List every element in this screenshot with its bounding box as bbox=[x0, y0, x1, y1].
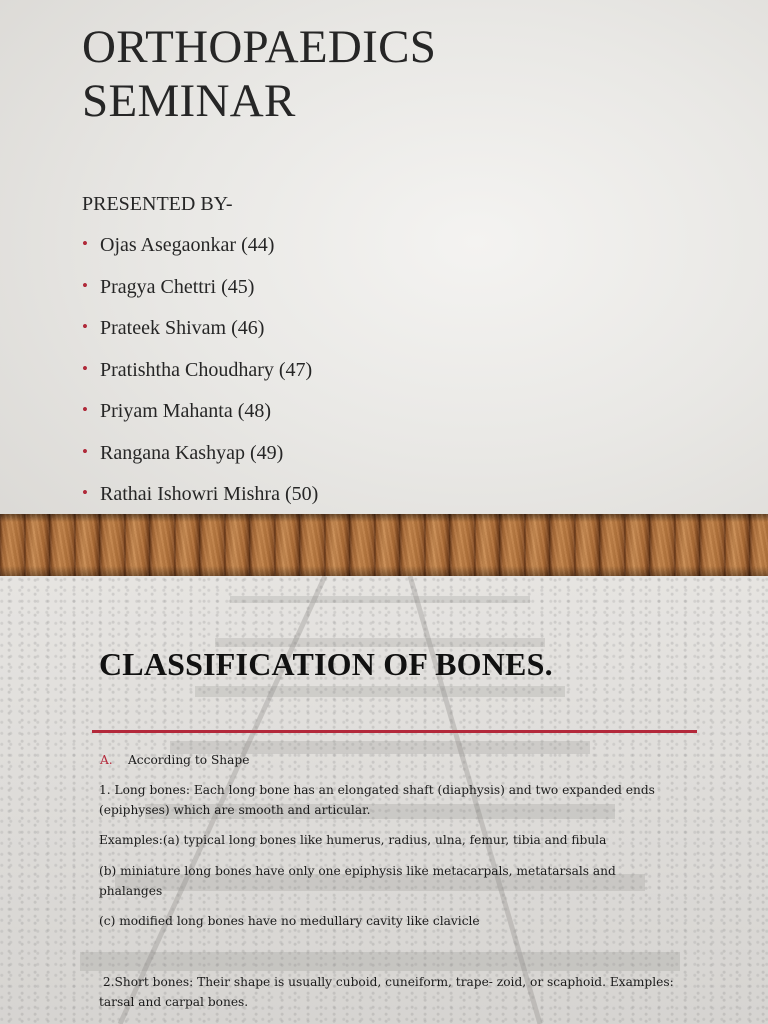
bullet-icon: • bbox=[82, 483, 88, 502]
classification-slide bbox=[0, 576, 768, 1024]
paragraph-short-bones: 2.Short bones: Their shape is usually cuboid, cuneiform, trape- zoid, or scaphoid. Examples: tarsal and carpal bones. bbox=[99, 975, 678, 1009]
paragraph-examples-c: (c) modified long bones have no medullary cavity like clavicle bbox=[99, 914, 480, 928]
title-line-1: ORTHOPAEDICS bbox=[82, 21, 437, 73]
bullet-icon: • bbox=[82, 275, 88, 295]
bullet-icon: • bbox=[82, 358, 88, 378]
presenter-item bbox=[82, 316, 318, 358]
title-line-2: SEMINAR bbox=[82, 75, 296, 127]
presenter-name: Prateek Shivam (46) bbox=[100, 317, 265, 339]
presenter-name: Pratishtha Choudhary (47) bbox=[100, 358, 313, 381]
slide-heading: CLASSIFICATION OF BONES. bbox=[99, 646, 553, 682]
presenter-item bbox=[82, 399, 318, 441]
section-letter: A. bbox=[100, 753, 113, 767]
slide-title bbox=[82, 20, 436, 128]
bullet-icon: • bbox=[82, 234, 88, 253]
wooden-floor-image bbox=[0, 514, 768, 576]
presenter-name: Priyam Mahanta (48) bbox=[100, 400, 272, 422]
presenter-name: Ojas Asegaonkar (44) bbox=[100, 234, 275, 256]
heading-divider bbox=[92, 730, 697, 733]
presenter-name: Pragya Chettri (45) bbox=[100, 275, 255, 298]
presenter-item bbox=[82, 275, 318, 317]
paragraph-long-bones: 1. Long bones: Each long bone has an elongated shaft (diaphysis) and two expanded ends (epiphyses) which are smooth and articular. bbox=[99, 783, 655, 817]
bullet-icon: • bbox=[82, 400, 88, 419]
presenter-list bbox=[82, 233, 318, 524]
bullet-icon: • bbox=[82, 317, 88, 336]
presenter-item bbox=[82, 233, 318, 275]
paragraph-examples-b: (b) miniature long bones have only one epiphysis like metacarpals, metatarsals and phalanges bbox=[99, 864, 616, 898]
section-title: According to Shape bbox=[128, 753, 250, 767]
presenter-name: Rangana Kashyap (49) bbox=[100, 441, 284, 464]
section-heading bbox=[100, 750, 249, 770]
presenter-name: Rathai Ishowri Mishra (50) bbox=[100, 483, 319, 505]
presented-by-label: PRESENTED BY- bbox=[82, 193, 233, 215]
presenter-item bbox=[82, 441, 318, 483]
bullet-icon: • bbox=[82, 441, 88, 461]
presenter-item bbox=[82, 358, 318, 400]
paragraph-examples-a: Examples:(a) typical long bones like humerus, radius, ulna, femur, tibia and fibula bbox=[99, 833, 607, 847]
